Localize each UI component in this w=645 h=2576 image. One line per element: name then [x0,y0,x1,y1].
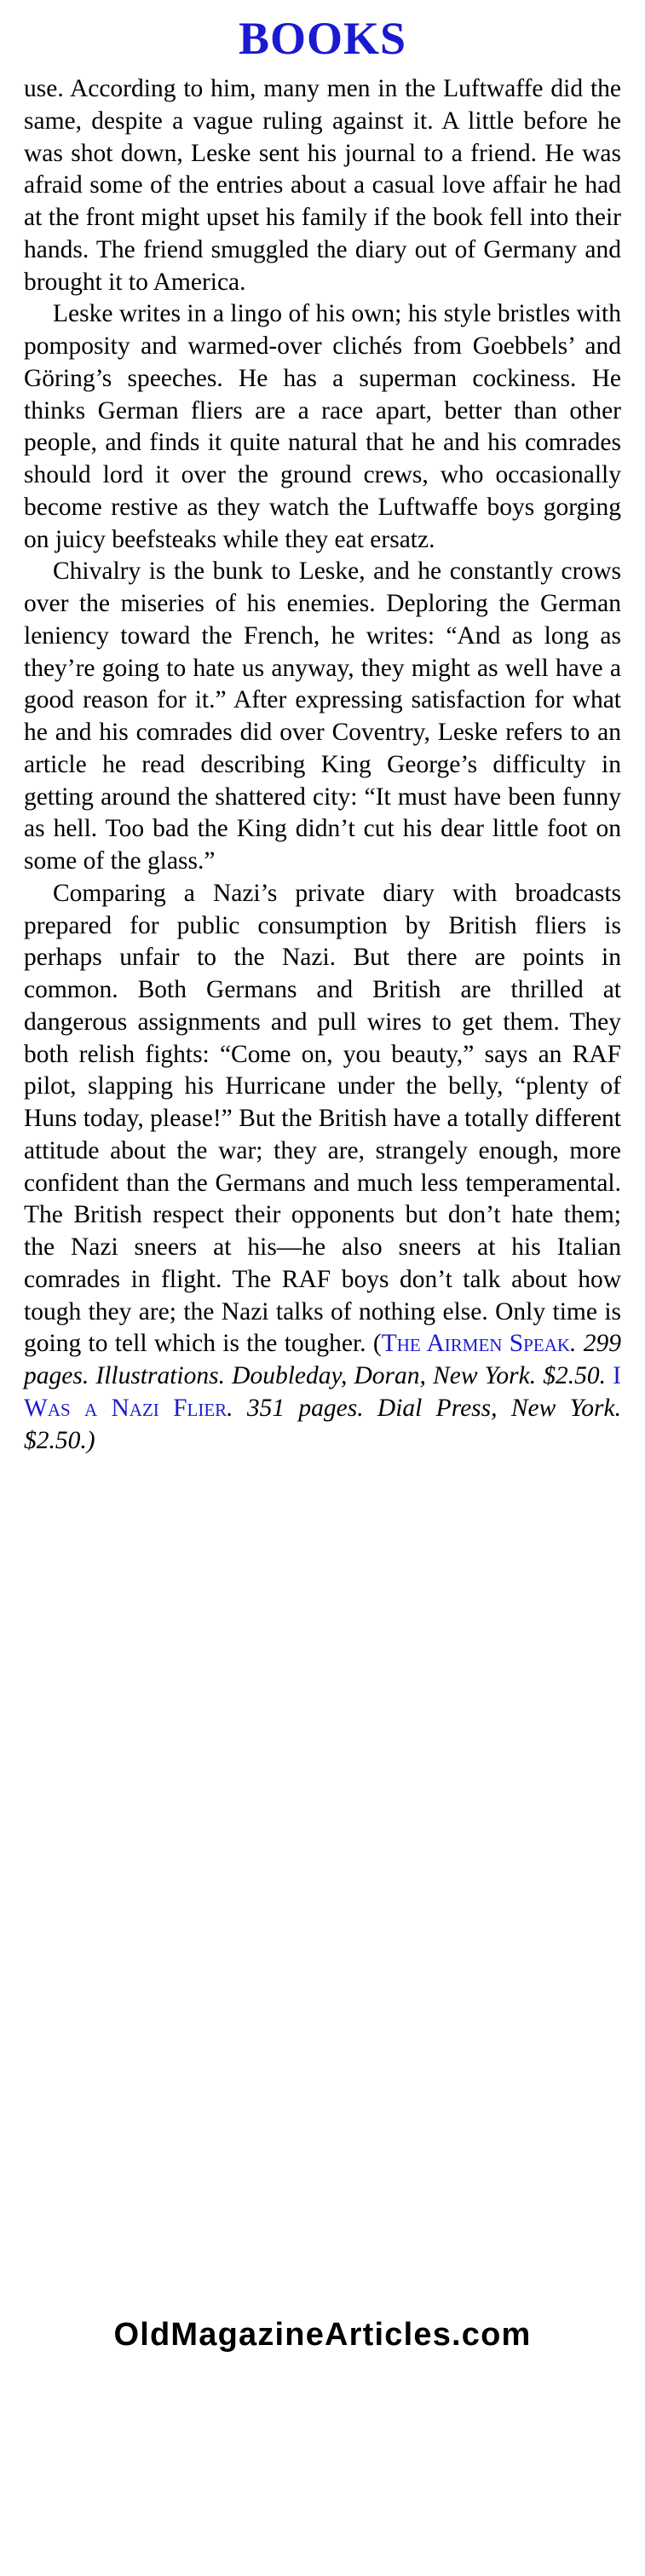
page-title: BOOKS [238,13,407,64]
citation-detail-nazi-flier: . 351 pages. Dial Press, New York. $2.50.) [24,1394,621,1454]
paragraph: Chivalry is the bunk to Leske, and he constantly crows over the miseries of his enemies. Deploring the German leniency toward the French, he writes: “And as long as they’re going to hate us anyway, they might as well have a good reason for it.” After expressing satisfaction for what he and his comrades did over Coventry, Leske refers to an article he read describing King George’s difficulty in getting around the shattered city: “It must have been funny as hell. Too bad the King didn’t cut his dear little foot on some of the glass.” [24,557,621,875]
paragraph: Leske writes in a lingo of his own; his style bristles with pomposity and warmed-over clichés from Goebbels’ and Göring’s speeches. He has a superman cockiness. He thinks German fliers are a race apart, better than other people, and finds it quite natural that he and his comrades should lord it over the ground crews, who occasionally become restive as they watch the Luftwaffe boys gorging on juicy beefsteaks while they eat ersatz. [24,300,621,553]
citation-title-nazi-flier: I Was a Nazi Flier [24,1362,621,1422]
article-body [24,73,621,1457]
paragraph-with-citation [24,878,621,1458]
paragraph: use. According to him, many men in the Luftwaffe did the same, despite a vague ruling against it. A little before he was shot down, Leske sent his journal to a friend. He was afraid some of the entries about a casual love affair he had at the front might upset his family if the book fell into their hands. The friend smuggled the diary out of Germany and brought it to America. [24,75,621,296]
paragraph-text: Comparing a Nazi’s private diary with broadcasts prepared for public consumption by British fliers is perhaps unfair to the Nazi. But there are points in common. Both Germans and British are thrilled at dangerous assignments and pull wires to get them. They both relish fights: “Come on, you beauty,” says an RAF pilot, slapping his Hurricane under the belly, “plenty of Huns today, please!” But the British have a totally different attitude about the war; they are, strangely enough, more confident than the Germans and much less temperamental. The British respect their opponents but don’t hate them; the Nazi sneers at his—he also sneers at his Italian comrades in flight. The RAF boys don’t talk about how tough they are; the Nazi talks of nothing else. Only time is going to tell which is the tougher. ( [24,879,621,1358]
document-page [0,15,645,2576]
site-watermark: OldMagazineArticles.com [113,2317,532,2353]
citation-detail-airmen-speak: . 299 pages. Illustrations. Doubleday, Doran, New York. $2.50. [24,1330,621,1389]
citation-title-airmen-speak: The Airmen Speak [381,1330,571,1358]
